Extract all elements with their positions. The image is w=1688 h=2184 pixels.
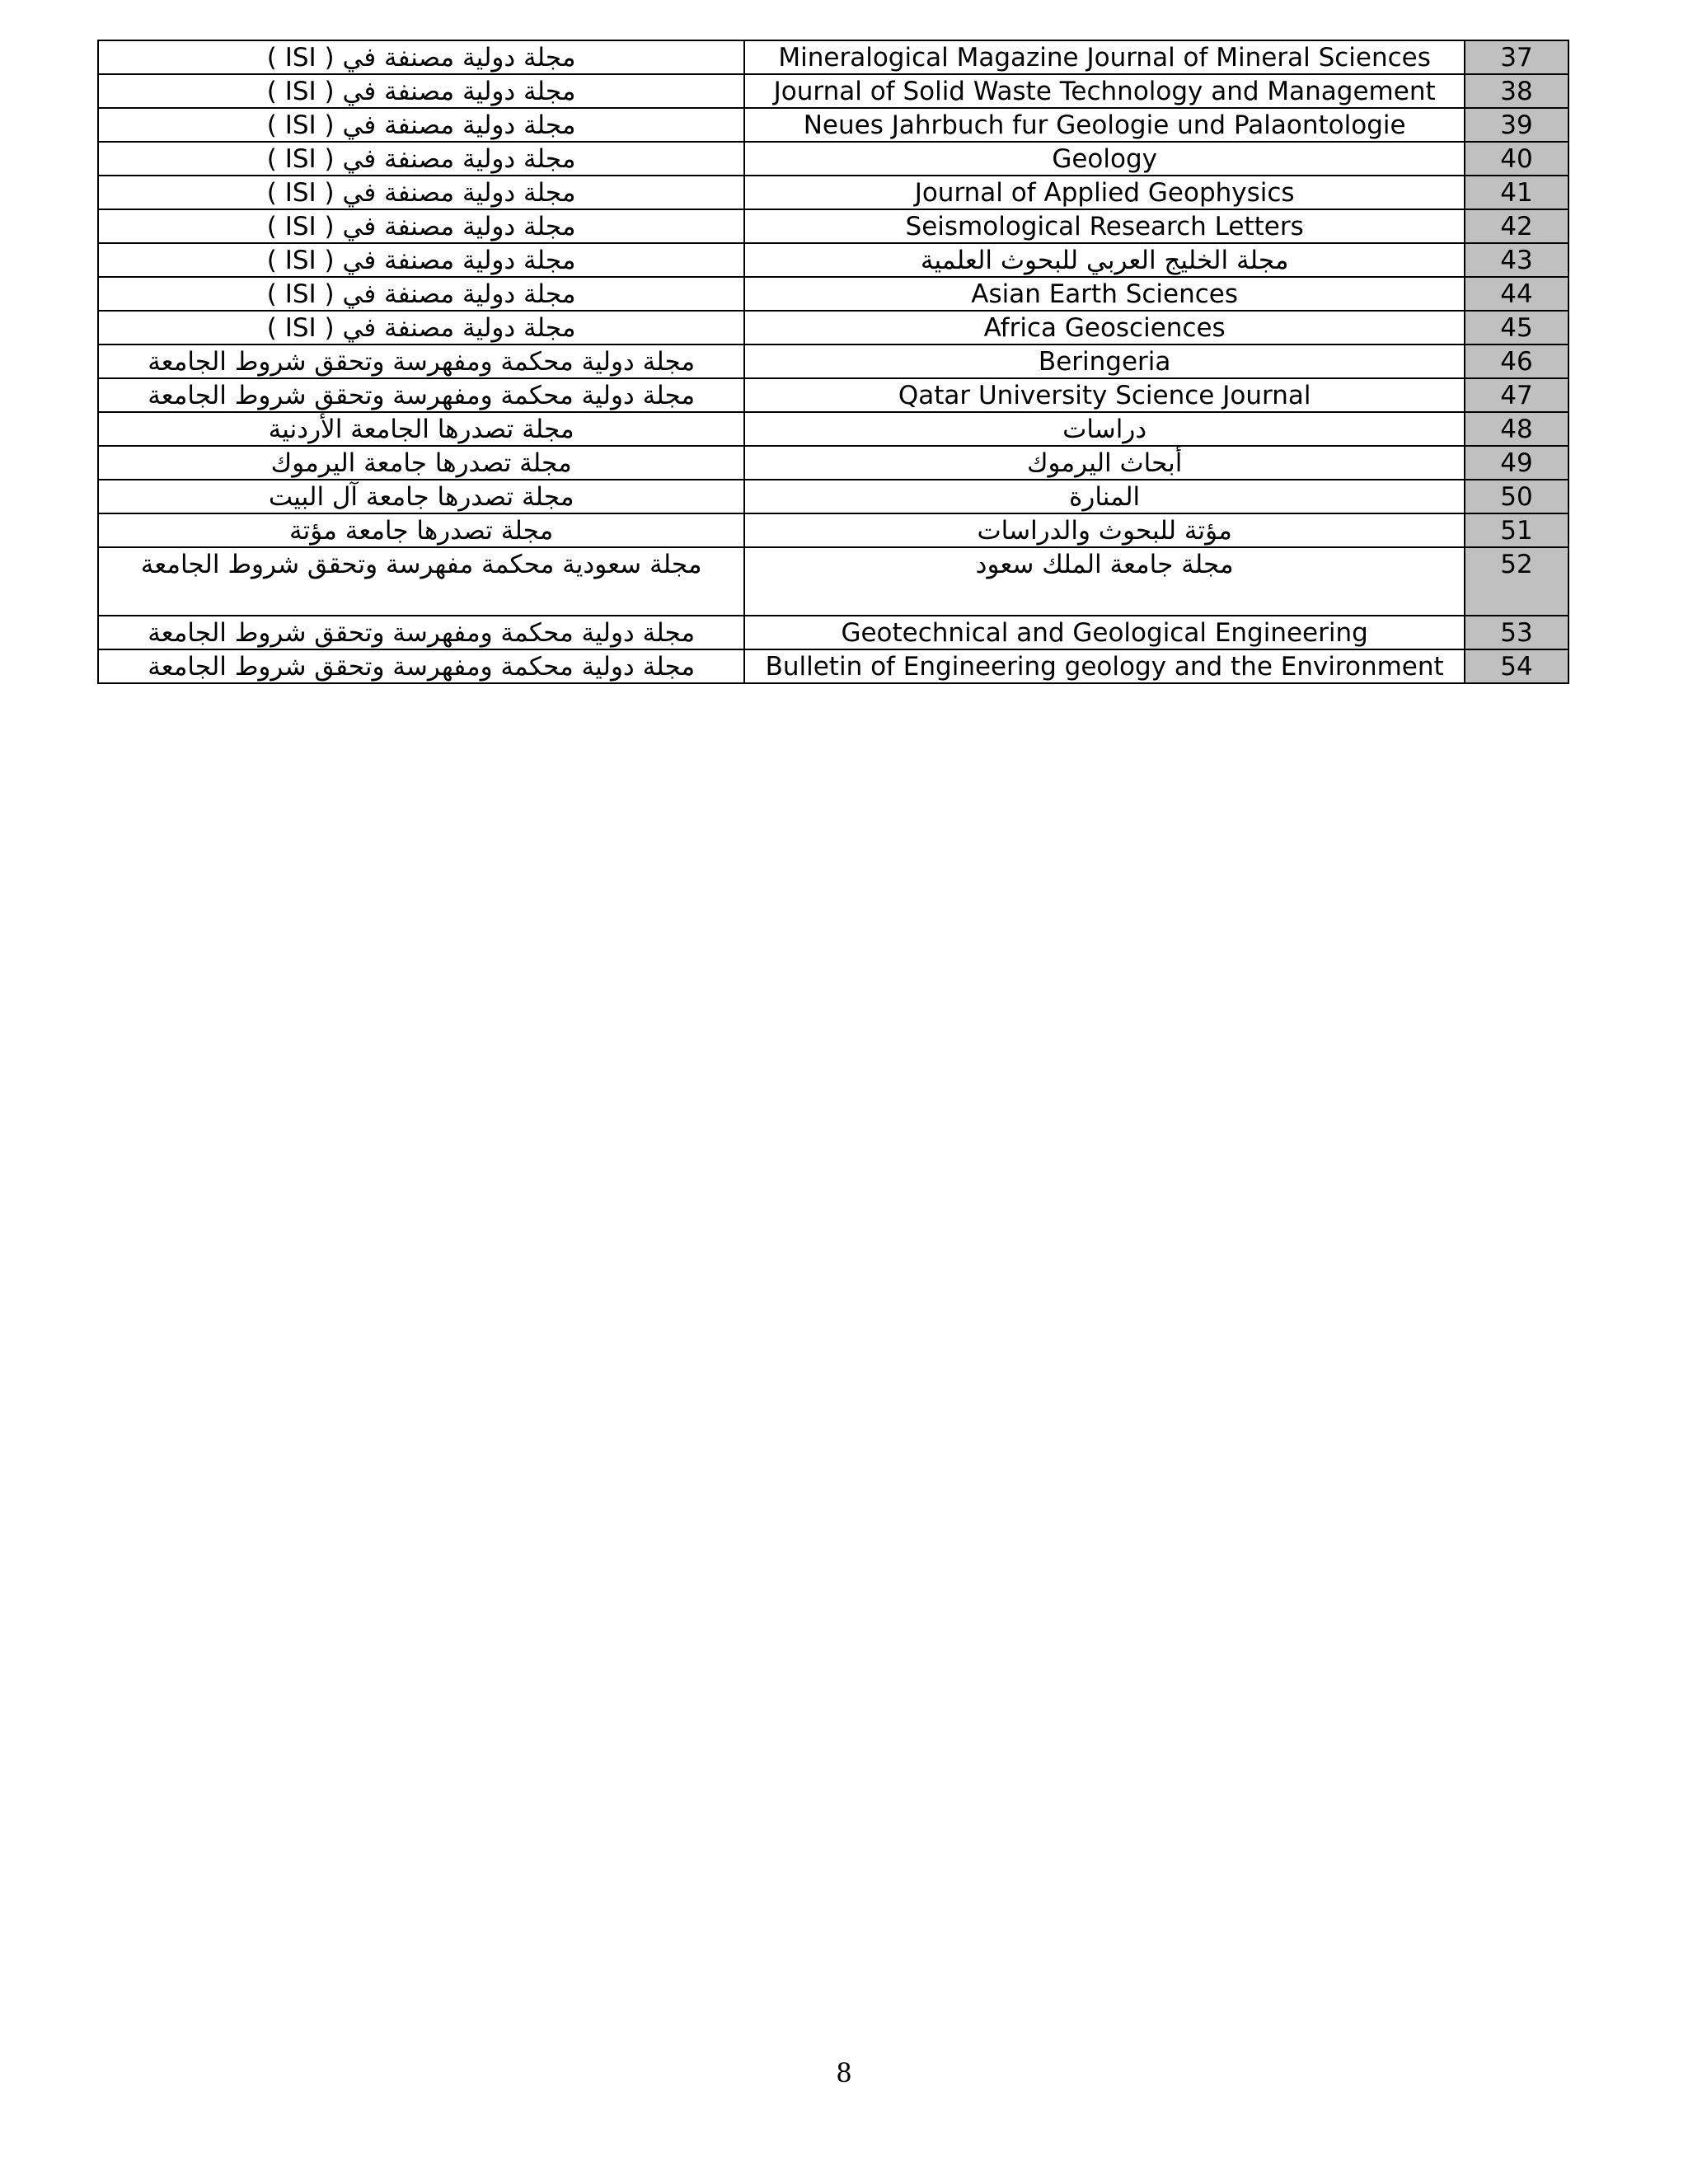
table-row xyxy=(98,513,1568,547)
row-number: 47 xyxy=(1465,378,1568,412)
table-row xyxy=(98,142,1568,176)
row-number: 44 xyxy=(1465,277,1568,311)
journal-classification: مجلة دولية مصنفة في ( ISI ) xyxy=(98,74,744,108)
journal-name: Qatar University Science Journal xyxy=(744,378,1465,412)
journal-classification: مجلة دولية مصنفة في ( ISI ) xyxy=(98,108,744,142)
journal-name: Mineralogical Magazine Journal of Mineral Sciences xyxy=(744,40,1465,74)
table-row xyxy=(98,344,1568,378)
table-row xyxy=(98,412,1568,446)
table-row xyxy=(98,649,1568,683)
journal-classification: مجلة دولية محكمة ومفهرسة وتحقق شروط الجامعة xyxy=(98,616,744,649)
journal-name: مجلة جامعة الملك سعود xyxy=(744,547,1465,616)
journal-classification: مجلة دولية محكمة ومفهرسة وتحقق شروط الجامعة xyxy=(98,378,744,412)
journal-classification: مجلة تصدرها الجامعة الأردنية xyxy=(98,412,744,446)
row-number: 40 xyxy=(1465,142,1568,176)
journal-classification: مجلة دولية مصنفة في ( ISI ) xyxy=(98,142,744,176)
row-number: 37 xyxy=(1465,40,1568,74)
journal-classification: مجلة دولية مصنفة في ( ISI ) xyxy=(98,243,744,277)
table-row xyxy=(98,311,1568,344)
table-row xyxy=(98,108,1568,142)
table-row xyxy=(98,40,1568,74)
row-number: 53 xyxy=(1465,616,1568,649)
journal-name: Neues Jahrbuch fur Geologie und Palaontologie xyxy=(744,108,1465,142)
journal-classification: مجلة دولية محكمة ومفهرسة وتحقق شروط الجامعة xyxy=(98,649,744,683)
table-row xyxy=(98,243,1568,277)
row-number: 45 xyxy=(1465,311,1568,344)
table-row xyxy=(98,176,1568,209)
journal-classification: مجلة سعودية محكمة مفهرسة وتحقق شروط الجامعة xyxy=(98,547,744,616)
row-number: 39 xyxy=(1465,108,1568,142)
row-number: 41 xyxy=(1465,176,1568,209)
table-row xyxy=(98,209,1568,243)
journal-name: Africa Geosciences xyxy=(744,311,1465,344)
journal-name: Geotechnical and Geological Engineering xyxy=(744,616,1465,649)
journal-classification: مجلة تصدرها جامعة مؤتة xyxy=(98,513,744,547)
row-number: 43 xyxy=(1465,243,1568,277)
journal-name: Geology xyxy=(744,142,1465,176)
journal-name: دراسات xyxy=(744,412,1465,446)
row-number: 49 xyxy=(1465,446,1568,480)
journal-name: Seismological Research Letters xyxy=(744,209,1465,243)
journal-name: Journal of Solid Waste Technology and Management xyxy=(744,74,1465,108)
journal-name: Bulletin of Engineering geology and the Environment xyxy=(744,649,1465,683)
journal-name: Beringeria xyxy=(744,344,1465,378)
journal-classification: مجلة دولية مصنفة في ( ISI ) xyxy=(98,209,744,243)
journal-classification: مجلة دولية مصنفة في ( ISI ) xyxy=(98,176,744,209)
row-number: 50 xyxy=(1465,480,1568,513)
row-number: 46 xyxy=(1465,344,1568,378)
journal-name: مؤتة للبحوث والدراسات xyxy=(744,513,1465,547)
table-row xyxy=(98,74,1568,108)
page-number: 8 xyxy=(837,2055,851,2088)
journal-classification: مجلة تصدرها جامعة آل البيت xyxy=(98,480,744,513)
row-number: 54 xyxy=(1465,649,1568,683)
table-row xyxy=(98,616,1568,649)
journals-table xyxy=(97,40,1569,684)
table-row xyxy=(98,277,1568,311)
journal-classification: مجلة دولية محكمة ومفهرسة وتحقق شروط الجامعة xyxy=(98,344,744,378)
journal-name: Asian Earth Sciences xyxy=(744,277,1465,311)
journal-classification: مجلة دولية مصنفة في ( ISI ) xyxy=(98,40,744,74)
journal-classification: مجلة دولية مصنفة في ( ISI ) xyxy=(98,277,744,311)
row-number: 42 xyxy=(1465,209,1568,243)
table-row xyxy=(98,446,1568,480)
row-number: 48 xyxy=(1465,412,1568,446)
journals-table-body xyxy=(98,40,1568,683)
journal-classification: مجلة تصدرها جامعة اليرموك xyxy=(98,446,744,480)
row-number: 51 xyxy=(1465,513,1568,547)
table-row xyxy=(98,480,1568,513)
row-number: 38 xyxy=(1465,74,1568,108)
journal-name: أبحاث اليرموك xyxy=(744,446,1465,480)
journal-name: المنارة xyxy=(744,480,1465,513)
journal-classification: مجلة دولية مصنفة في ( ISI ) xyxy=(98,311,744,344)
journal-name: Journal of Applied Geophysics xyxy=(744,176,1465,209)
journal-name: مجلة الخليج العربي للبحوث العلمية xyxy=(744,243,1465,277)
row-number: 52 xyxy=(1465,547,1568,616)
table-row xyxy=(98,378,1568,412)
table-row xyxy=(98,547,1568,616)
